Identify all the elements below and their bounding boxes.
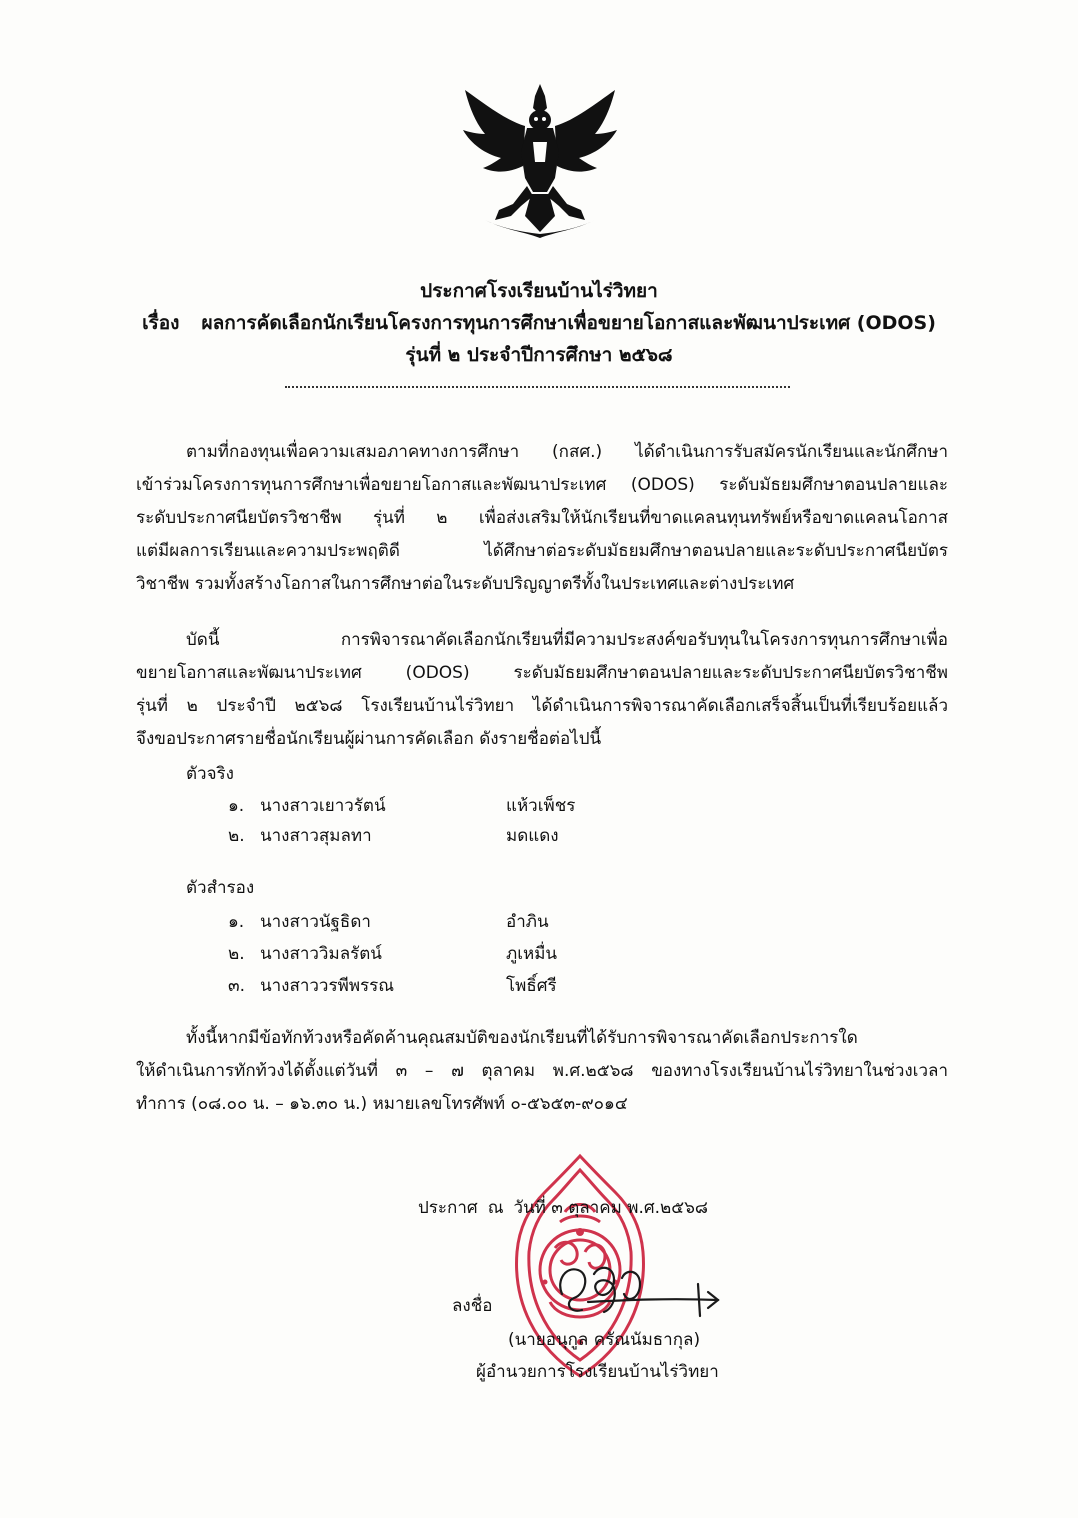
sign-label: ลงชื่อ bbox=[452, 1296, 493, 1316]
item-number: ๒. bbox=[228, 944, 245, 964]
paragraph-intro bbox=[136, 436, 948, 601]
paragraph-line: ขยายโอกาสและพัฒนาประเทศ (ODOS) ระดับมัธยมศึกษาตอนปลายและระดับประกาศนียบัตรวิชาชีพ bbox=[136, 663, 948, 683]
paragraph-line: ตามที่กองทุนเพื่อความเสมอภาคทางการศึกษา (กสศ.) ได้ดำเนินการรับสมัครนักเรียนและนักศึกษา bbox=[186, 442, 948, 462]
item-first-name: นางสาววิมลรัตน์ bbox=[260, 944, 382, 964]
paragraph-objection bbox=[136, 1022, 948, 1121]
handwritten-signature bbox=[548, 1254, 728, 1324]
subject-label: เรื่อง bbox=[142, 312, 180, 334]
announce-at: ณ bbox=[487, 1198, 504, 1218]
alt-list-label: ตัวสำรอง bbox=[186, 878, 255, 898]
list-item bbox=[228, 908, 648, 936]
item-last-name: อำภิน bbox=[506, 912, 549, 932]
list-item bbox=[228, 822, 648, 850]
item-number: ๑. bbox=[228, 912, 245, 932]
announce-date bbox=[418, 1194, 718, 1222]
item-last-name: แห้วเพ็ชร bbox=[506, 796, 576, 816]
paragraph-line: ทำการ (๐๘.๐๐ น. – ๑๖.๓๐ น.) หมายเลขโทรศัพท์ ๐-๕๖๕๓-๙๐๑๔ bbox=[136, 1094, 628, 1114]
signer-title: ผู้อำนวยการโรงเรียนบ้านไร่วิทยา bbox=[476, 1362, 719, 1382]
list-item bbox=[228, 940, 648, 968]
announce-date-text: วันที่ ๓ ตุลาคม พ.ศ.๒๕๖๘ bbox=[513, 1198, 709, 1218]
subject-text: ผลการคัดเลือกนักเรียนโครงการทุนการศึกษาเพื่อขยายโอกาสและพัฒนาประเทศ (ODOS) bbox=[201, 312, 936, 334]
subject-line-2: รุ่นที่ ๒ ประจำปีการศึกษา ๒๕๖๘ bbox=[405, 344, 673, 366]
list-item bbox=[228, 972, 648, 1000]
paragraph-line: เข้าร่วมโครงการทุนการศึกษาเพื่อขยายโอกาสและพัฒนาประเทศ (ODOS) ระดับมัธยมศึกษาตอนปลายและ bbox=[136, 475, 948, 495]
item-first-name: นางสาวนัฐธิดา bbox=[260, 912, 371, 932]
dotted-divider bbox=[285, 386, 790, 388]
paragraph-line: แต่มีผลการเรียนและความประพฤติดี ได้ศึกษาต่อระดับมัธยมศึกษาตอนปลายและระดับประกาศนียบัตร bbox=[136, 541, 948, 561]
paragraph-line: จึงขอประกาศรายชื่อนักเรียนผู้ผ่านการคัดเลือก ดังรายชื่อต่อไปนี้ bbox=[136, 729, 602, 749]
announce-label: ประกาศ bbox=[418, 1198, 478, 1218]
garuda-emblem-icon bbox=[455, 82, 625, 242]
item-last-name: โพธิ์ศรี bbox=[506, 976, 557, 996]
paragraph-line: รุ่นที่ ๒ ประจำปี ๒๕๖๘ โรงเรียนบ้านไร่วิทยา ได้ดำเนินการพิจารณาคัดเลือกเสร็จสิ้นเป็นที่เรียบร้อยแล้ว bbox=[136, 696, 948, 716]
paragraph-line: ให้ดำเนินการทักท้วงได้ตั้งแต่วันที่ ๓ – ๗ ตุลาคม พ.ศ.๒๕๖๘ ของทางโรงเรียนบ้านไร่วิทยาในช่วงเวลา bbox=[136, 1061, 948, 1081]
item-first-name: นางสาวเยาวรัตน์ bbox=[260, 796, 386, 816]
subject-line bbox=[0, 308, 1078, 338]
main-list-label: ตัวจริง bbox=[186, 764, 234, 784]
paragraph-line: ทั้งนี้หากมีข้อทักท้วงหรือคัดค้านคุณสมบัติของนักเรียนที่ได้รับการพิจารณาคัดเลือกประการใด bbox=[186, 1028, 858, 1048]
announcement-title: ประกาศโรงเรียนบ้านไร่วิทยา bbox=[420, 280, 658, 302]
paragraph-line: วิชาชีพ รวมทั้งสร้างโอกาสในการศึกษาต่อในระดับปริญญาตรีทั้งในประเทศและต่างประเทศ bbox=[136, 574, 795, 594]
paragraph-line: ระดับประกาศนียบัตรวิชาชีพ รุ่นที่ ๒ เพื่อส่งเสริมให้นักเรียนที่ขาดแคลนทุนทรัพย์หรือขาดแคลนโอกาส bbox=[136, 508, 948, 528]
list-item bbox=[228, 792, 648, 820]
item-number: ๑. bbox=[228, 796, 245, 816]
item-number: ๓. bbox=[228, 976, 246, 996]
paragraph-line: บัดนี้ การพิจารณาคัดเลือกนักเรียนที่มีความประสงค์ขอรับทุนในโครงการทุนการศึกษาเพื่อ bbox=[186, 630, 948, 650]
signer-name: (นายอนุกูล ครัณนัมธากุล) bbox=[508, 1330, 701, 1350]
item-number: ๒. bbox=[228, 826, 245, 846]
item-last-name: ภูเหมื่น bbox=[506, 944, 558, 964]
paragraph-result bbox=[136, 624, 948, 756]
item-first-name: นางสาววรพีพรรณ bbox=[260, 976, 395, 996]
item-last-name: มดแดง bbox=[506, 826, 559, 846]
item-first-name: นางสาวสุมลทา bbox=[260, 826, 372, 846]
